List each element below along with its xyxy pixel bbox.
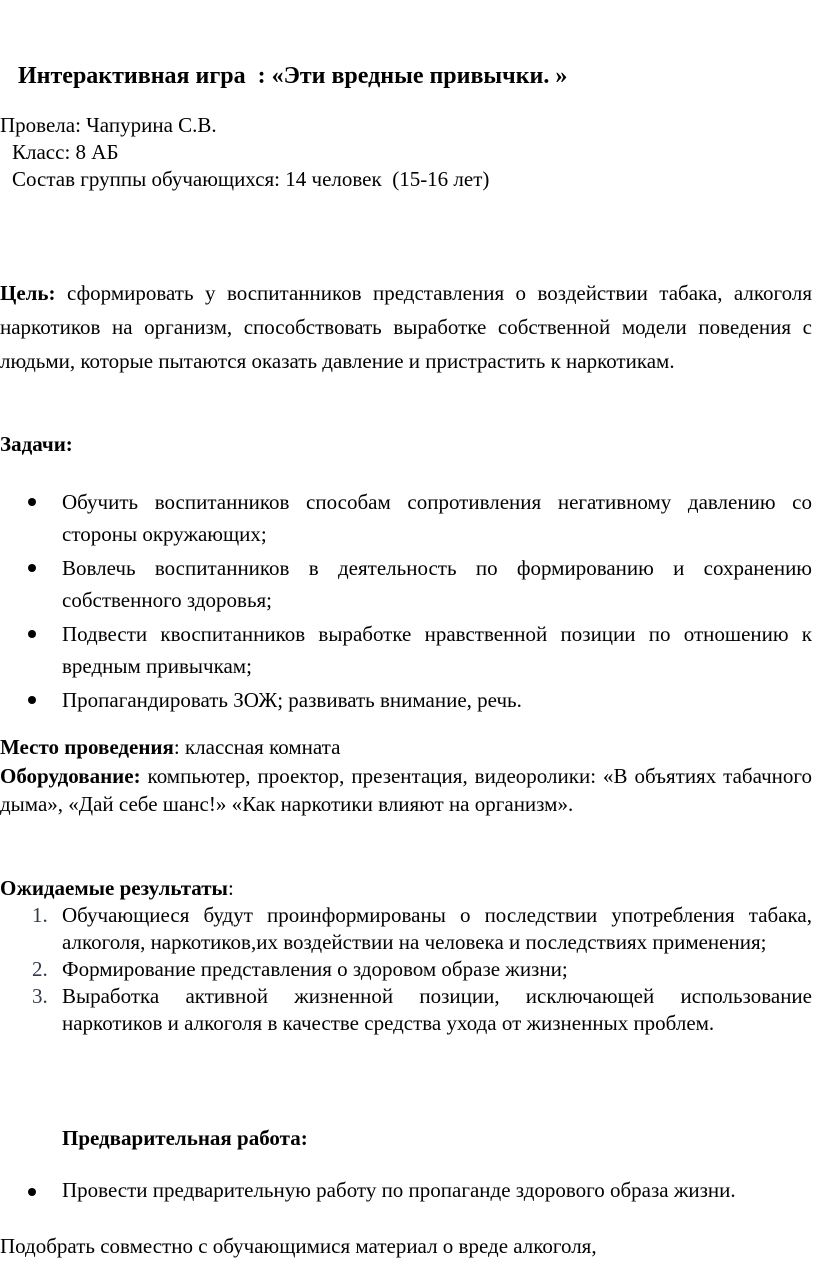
venue-label: Место проведения [0, 735, 174, 759]
venue-text: : классная комната [173, 735, 341, 759]
goal-label: Цель: [0, 281, 56, 305]
list-item [0, 486, 812, 550]
prep-heading: Предварительная работа: [62, 1126, 308, 1150]
task-text: Вовлечь воспитанников в деятельность по формированию и сохранению собственного здоровья; [62, 556, 812, 612]
tasks-list [0, 486, 812, 718]
task-text: Подвести квоспитанников выработке нравственной позиции по отношению к вредным привычкам; [62, 622, 812, 678]
task-text: Обучить воспитанников способам сопротивления негативному давлению со стороны окружающих; [62, 490, 812, 546]
results-heading [0, 874, 800, 903]
bullet-icon [28, 1188, 36, 1196]
list-item [0, 1176, 780, 1205]
prep-text: Провести предварительную работу по пропаганде здорового образа жизни. [62, 1178, 736, 1202]
item-number: 1. [32, 903, 48, 927]
conducted-by: Провела: Чапурина С.В. [0, 113, 217, 137]
class-info: Класс: 8 АБ [12, 140, 119, 164]
item-number: 3. [32, 984, 48, 1008]
result-text: Обучающиеся будут проинформированы о последствии употребления табака, алкоголя, наркотиков,их воздействии на человека и последствиях применения; [62, 903, 812, 954]
results-colon: : [227, 876, 234, 900]
tasks-heading: Задачи: [0, 432, 73, 456]
document-title: Интерактивная игра : «Эти вредные привычки. » [18, 63, 568, 89]
goal-paragraph [0, 276, 812, 378]
list-item [0, 983, 812, 1037]
list-item [0, 956, 812, 983]
bullet-icon [28, 696, 36, 704]
equipment-label: Оборудование: [0, 764, 141, 788]
results-list [0, 902, 812, 1037]
item-number: 2. [32, 957, 48, 981]
bullet-icon [28, 564, 36, 572]
task-text: Пропагандировать ЗОЖ; развивать внимание, речь. [62, 688, 522, 712]
equipment-paragraph [0, 762, 812, 818]
result-text: Формирование представления о здоровом образе жизни; [62, 957, 568, 981]
prep-list [0, 1176, 780, 1205]
list-item [0, 618, 812, 682]
venue-line [0, 734, 812, 760]
event-meta [0, 112, 800, 193]
prep-continuation: Подобрать совместно с обучающимися материал о вреде алкоголя, [0, 1234, 597, 1258]
equipment-text: компьютер, проектор, презентация, видеоролики: «В объятиях табачного дыма», «Дай себе шанс!» «Как наркотики влияют на организм». [0, 764, 812, 816]
bullet-icon [28, 498, 36, 506]
result-text: Выработка активной жизненной позиции, исключающей использование наркотиков и алкоголя в качестве средства ухода от жизненных проблем. [62, 984, 812, 1035]
goal-text: сформировать у воспитанников представления о воздействии табака, алкоголя наркотиков на организм, способствовать выработке собственной модели поведения с людьми, которые пытаются оказать давление и пристрастить к наркотикам. [0, 281, 812, 373]
list-item [0, 684, 812, 716]
list-item [0, 902, 812, 956]
group-info: Состав группы обучающихся: 14 человек (15-16 лет) [12, 167, 490, 191]
results-label: Ожидаемые результаты [0, 876, 228, 900]
bullet-icon [28, 630, 36, 638]
list-item [0, 552, 812, 616]
